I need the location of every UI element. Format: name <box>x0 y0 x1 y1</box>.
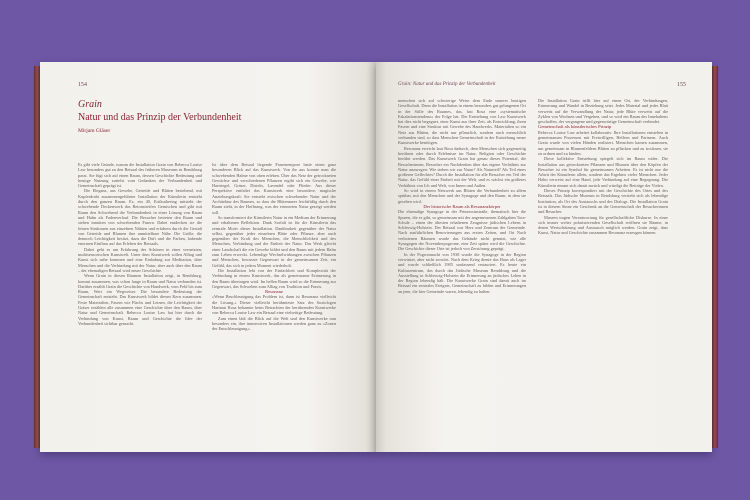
chapter-title-block <box>78 99 348 134</box>
paragraph: Dabei geht es um Erfahrung des Schönen in einer vernetzten, multisensorischen Kunstwelt. Unter dem Kunstwerk sollen Alltag und Kunst sich nahe kommen und eine Einladung zur Meditation, über Menschen und die Verbindung mit der Natur, aber auch über den Raum – der ehemaligen Betsaal wird neuer Geschichte. <box>78 246 202 273</box>
paragraph: Museen tragen Verantwortung für gesellschaftliche Diskurse. In einer sich immer weiter polarisierenden Gesellschaft eröffnen sie Räume, in denen Wertschätzung und Austausch möglich werden. Grain zeigt, dass Kunst, Natur und Geschichte zusammen Resonanz erzeugen können. <box>538 214 668 236</box>
running-head: Grain: Natur und das Prinzip der Verbundenheit <box>398 82 496 87</box>
paragraph: So transformiert die Künstlerin Natur in ein Medium der Erinnerung und erhaltenen Reflektion. Dank Sorfalt ist für die Künstlerin das zentrale Motiv dieser Installation. Dankbarkeit gegenüber der Natur selbst, gegenüber jeder einzelnen Blüte oder Pflanze, aber auch gegenüber der Kraft des Menschen, die Menschlichkeit und des Menschen, Verbindung und der Einheit der Natur. Das Werk gleicht einer Landschaft die ein Gewebe bildet und den Raum mit jedem Halm zum Leben erweckt. Lebendige Wechselwirkungen zwischen Pflanzen und Menschen, bewusste Gegenwart in der gemeinsamen Zeit, ein Gefühl, das sich in jedem Moment wiederholt. <box>212 214 336 268</box>
left-column-1 <box>78 162 202 444</box>
paragraph: Die Eleganz, aus Gewebe, Getreide und Blüten bestehend, mit Kupferdraht zusammengeführter Installation der Künstlerin entsteht durch den ganzen Raum. Es, ein 40, Ertikuthering mitsieht der schwebende Deckenwerk das Betonstreifen Gemischen und gibt mit Raum den Schwebend die Verbundenheit in einer Lösung von Raum und Halm als Fadenverlauf. Die Besucher betreten den Raum und stehen inmitten von schwebenden Fasern. Dabei entdecken sie die feinen Strukturen aus einzelnen Nähten und erfahren durch die Gestalt von Getreide und Blumen ihre unmittelbare Nähe. Die Größe, die dennoch Leichtigkeit besitzt, dazu die Duft und die Farben, habende enormen Einfluss auf das Erleben der Betsaals. <box>78 188 202 247</box>
paragraph: In der Pogromnacht von 1938 wurde die Synagoge in der Region verwüstet, aber nicht zerstört. Nach dem Krieg diente das Haus als Lager und wurde schließlich 1985 umfassend restauriert. Es heute ein Kulturzentrum, das durch das Jüdische Museum Rendsburg und die Ausstellung in Schleswig-Holstein die Erinnerung an jüdisches Leben in der Region lebendig hält. Die Kunstwerke Grain sind damit auch im Betsaal ein zentrales Ereignis, Gemeinschaft zu bilden und Erinnerungen an jene, die hier Gemeinde waren, lebendig zu halten. <box>398 251 526 294</box>
paragraph: Es gibt viele Gründe, warum die Installation Grain von Rebecca Louise Law besonders gut zu den Betsaal des früheren Museums in Rendsburg passt. Sie fügt sich auf einen Raum, dessen Geschichte Bedeutung und heutige Nutzung zutiefst vom Gedanken der Verbundenheit und Gemeinschaft geprägt ist. <box>78 162 202 189</box>
paragraph: menschen sich auf schwierige Weise dem Ende unserer heutigen Gesellschaft. Denn die Installation in einem besonders gut gelungenen Ort in der Stille des Raumes, das, fast Rosa eine »systematische Eskalationstendenz« der Folge hat. Die Entstehung von Law Kunstwerk hat dies nicht begegnet, einer Kunst aus ihrer Zeit, als Entwicklung, ihren Fasern und eine Struktur mit Gewebe des Handwerks. Materialien so ein Netz aus Blüten, die nicht nur pflanzlich, sondern auch menschlich verbunden sind, so dass Menschen Gemeinschaft in der Entstehung neuer Kunstwerke benötigen. <box>398 98 526 146</box>
chapter-author: Mirjam Gläser <box>78 128 111 134</box>
section-heading: Der historische Raum als Resonanzkörper <box>423 203 501 209</box>
right-page <box>376 62 712 452</box>
paragraph: Diese kollektive Entstehung spiegelt sich im Raum wider. Die Installation aus getrockneten Pflanzen und Blumen über den Köpfen der Besucher ist ein Symbol für gemeinsames Arbeiten. Es ist nicht nur die Arbeit der Künstlerin allein, sondern das Ergebnis vieler Menschen. Jeder Halm verweist auf eine Hand, jede Verbindung auf eine Begegnung. Die Künstlerin nimmt sich damit zurück und würdigt die Beiträge der Vielen. <box>538 156 668 188</box>
paragraph: Resonanz erreicht laut Rosa dadurch, dem Menschen sich gegenseitig berühren oder durch Erlebnisse im Natur, Religion oder Geschichte berührt werden. Das Kunstwerk Grain hat genau dieses Potential, die Besucherinnen, Besucher ein Nachdenken über das eigene Verhältnis zur Natur anzuregen: Wie stehen wir zur Natur? Als Naturteil? Als Teil eines größeren Geflechtes? Durch die Installation für alle Besucher ein Teil der Natur, das Gefühl einer Einheit mit der Welt, und es wächst ein größeres Verhältnis von Ich und Welt, von Innen und Außen. <box>398 145 526 188</box>
paragraph: »Wenn Beschleunigung das Problem ist, dann ist Resonanz vielleicht die Lösung.« Dieser vielleicht berühmteste Satz des Soziologen Hartmut Rosa bekannte beim Betrachten der berührenden Kunstwerke von Rebecca Louise Law ein Betsaal eine vielseitige Bedeutung. <box>212 294 336 316</box>
paragraph: So wird in einem Netzwerk aus Blüten die Verbundenheit zu allem spürbar, mit den Menschen und der Synagoge und den Raum, in dem sie gesehen wird. <box>398 188 526 204</box>
paragraph: Die ehemalige Synagoge in der Prinzessinstraße, thematisch hier die Spuren, die es gibt, so gemeinsam mit der angemessenen Zahlgaben Tora-Schule – einen der ältesten erhaltenen Zeugnisse jüdischen Lebens in Schleswig-Holstein. Der Betsaal war Herz und Zentrum der Gemeinde. Nach ausführlichen Renovierungen aus ersten Zeiten, und Ort Nach verbotenen Räumen wurde das Gebäude nicht genutzt, wie alle Synagogen der Novemberpogrome, eine Zeit später wird die Geschichte. Die Geschichte dieser Orte ist jedoch von Zerstörung geprägt. <box>398 209 526 252</box>
open-book <box>40 62 712 452</box>
section-heading: Gemeinschaft als künstlerisches Prinzip <box>538 124 612 130</box>
page-number-left: 154 <box>78 82 87 88</box>
paragraph: Wenn Grain in diesen Räumen Installation zeigt, in Rendsburg, kommt zusammen, was schon lange in Raum und Natur verbunden ist. Darüber erzählt Grain die Geschichte von Handwerk, vom Feld bis zum Raum, Wert ein Wegweiser. Die besondere Bedeutung der Gemeinschaft entsteht. Das Kunstwerk bildet diesen Kern zusammen. Feste Materialien, Fasern wie Flachs und Leinen, die Leichtigkeit der Gräser erzählen alle zusammen eine Geschichte über den Raum, über Natur und Gemeinschaft. Rebecca Louise Law hat hier durch die Verbindung von Kunst, Raum und Geschichte die Idee der Verbundenheit sichtbar gemacht. <box>78 273 202 326</box>
paragraph: Dieses Prinzip korrespondiert mit der Geschichte des Ortes und des Betsaals. Das Jüdische Museum in Rendsburg versteht sich als lebendige Institution, als Ort des Austauschs und des Dialogs. Die Installation Grain ist in diesem Sinne ein Geschenk an die Gemeinschaft der Besucherinnen und Besucher. <box>538 188 668 215</box>
left-page <box>40 62 376 452</box>
page-number-right: 155 <box>677 82 686 88</box>
chapter-kicker: Grain <box>78 99 102 110</box>
paragraph: Ist über dem Betsaal liegende Frauenempore hatte einen ganz besonderen Blick auf das Kunstwerk. Von ihr aus konnte man die schwebenden Halme von oben erleben. Über das Netz der getrockneten Gewächse und verschiedenen Pflanzen ergibt sich ein Gewebe, wie Hartriegel, Gräser, Disteln, Lavendel oder Flieder. Aus dieser Perspektive entfaltet das Kunstwerk eine besondere, magische Anziehungskraft: Sie entsteht zwischen schwebender Natur und der Architektur des Raumes, so dass die Blütenmeer leichtfüßig durch den Raum zieht, in der Hoffnung, was der erinnerten Natur gezeigt werden soll. <box>212 162 336 215</box>
paragraph: Zum einen lädt die Blick auf die Welt und den Kunstwerke nun besonders ein, ihre immersiven Installationen werden ganz zu »Zonen der Entschleunigung«. <box>212 315 336 332</box>
chapter-title: Natur und das Prinzip der Verbundenheit <box>78 112 242 123</box>
right-column-1 <box>398 98 526 444</box>
paragraph: Die Installation Grain trifft hier auf einen Ort, der Verbindungen, Erinnerung und Wandel in Beziehung setzt. Jedes Material und jedes Blatt verweist auf die Verwandlung der Natur, jede Blüte verweist auf die Zyklen von Wachsen und Vergehen, und so wird ein Raum des Innehaltens geschaffen, der vergangene und gegenwärtige Gemeinschaft verbindet. <box>538 98 668 125</box>
paragraph: Rebecca Louise Law arbeitet kollaborativ. Ihre Installationen entstehen in gemeinsamen Prozessen mit Freiwilligen, Helfern und Partnern. Auch Grain wurde von vielen Händen realisiert. Menschen kamen zusammen, um gemeinsam in Blumenfeldern Blüten zu pflücken und zu trocknen, sie zu ordnen und zu binden. <box>538 129 668 156</box>
paragraph: Die Installation lebt von der Einfachheit und Komplexität der Verbindung in einem Kunstwerk, das als gemeinsame Erinnerung in den Raum übertragen wird. Im hellen Raum wird so die Erinnerung zur Gegenwart, das Schweben zum Alltag von Tradition und Praxis. <box>212 267 336 289</box>
left-column-2 <box>212 162 336 444</box>
right-column-2 <box>538 98 668 444</box>
section-heading: Resonanz <box>265 289 283 295</box>
